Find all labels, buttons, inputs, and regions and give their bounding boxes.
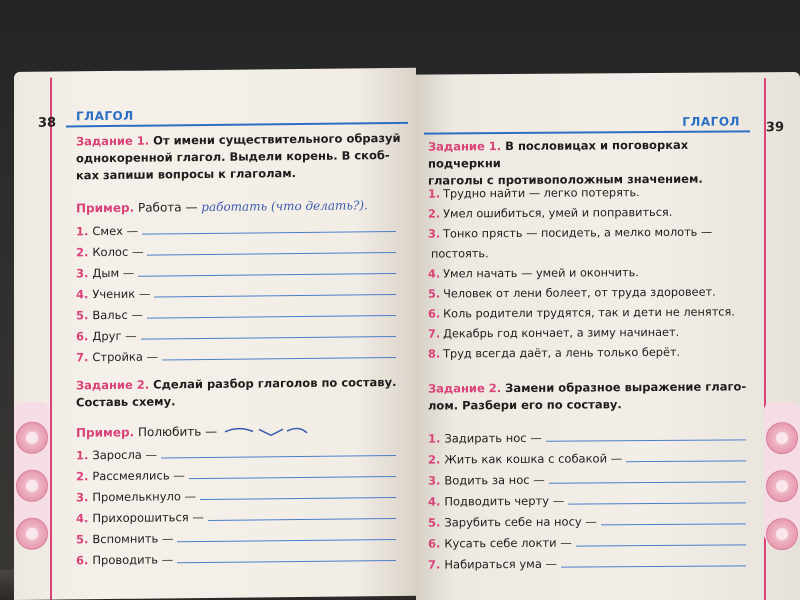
answer-line[interactable] bbox=[141, 336, 396, 340]
answer-line[interactable] bbox=[601, 523, 746, 525]
item-text: Вальс — bbox=[92, 307, 143, 323]
left-example2 bbox=[76, 423, 311, 441]
answer-line[interactable] bbox=[568, 502, 746, 504]
right-task1 bbox=[428, 136, 758, 189]
item-number: 2. bbox=[428, 452, 441, 467]
flower-icon bbox=[16, 470, 48, 502]
list-item[interactable] bbox=[428, 529, 746, 552]
answer-line[interactable] bbox=[161, 455, 396, 458]
task-text: Замени образное выражение глаго- bbox=[505, 379, 747, 396]
answer-line[interactable] bbox=[208, 518, 396, 521]
task-label: Задание 2. bbox=[428, 381, 502, 396]
item-number: 5. bbox=[76, 308, 89, 323]
item-text: Друг — bbox=[92, 328, 137, 344]
answer-line[interactable] bbox=[142, 231, 396, 235]
task-label: Задание 1. bbox=[428, 139, 502, 154]
left-items1-list bbox=[76, 216, 396, 366]
item-number: 7. bbox=[428, 327, 441, 341]
example-word: Полюбить — bbox=[137, 424, 218, 440]
proverb-text: постоять. bbox=[431, 247, 489, 261]
task-text: лом. Разбери его по составу. bbox=[428, 397, 622, 413]
answer-line[interactable] bbox=[549, 481, 746, 483]
proverb-text: Человек от лени болеет, от труда здоровеет. bbox=[443, 285, 716, 301]
list-item[interactable] bbox=[428, 424, 746, 447]
left-page bbox=[14, 68, 416, 600]
item-number: 4. bbox=[428, 267, 441, 281]
item-number: 1. bbox=[428, 431, 441, 446]
page-number-right: 39 bbox=[765, 120, 784, 136]
list-item[interactable] bbox=[428, 487, 746, 510]
item-number: 5. bbox=[428, 287, 441, 301]
example-word: Работа — bbox=[137, 200, 198, 215]
item-number: 6. bbox=[428, 307, 441, 321]
item-number: 1. bbox=[76, 448, 89, 463]
item-number: 1. bbox=[428, 187, 441, 201]
item-text: Набираться ума — bbox=[444, 556, 558, 572]
item-number: 2. bbox=[428, 207, 441, 221]
item-text: Ученик — bbox=[92, 286, 151, 302]
proverb-line bbox=[428, 322, 758, 344]
item-text: Заросла — bbox=[92, 447, 158, 463]
proverb-text: Труд всегда даёт, а лень только берёт. bbox=[443, 345, 681, 361]
item-text: Кусать себе локти — bbox=[444, 535, 572, 551]
task-label: Задание 1. bbox=[76, 133, 150, 149]
task-text: Сделай разбор глаголов по составу. bbox=[153, 374, 397, 392]
list-item[interactable] bbox=[428, 445, 746, 468]
item-number: 8. bbox=[428, 347, 441, 361]
answer-line[interactable] bbox=[154, 294, 396, 298]
answer-line[interactable] bbox=[576, 544, 746, 546]
answer-line[interactable] bbox=[147, 252, 396, 256]
item-text: Смех — bbox=[92, 223, 139, 239]
item-number: 2. bbox=[76, 469, 89, 484]
task-text: Составь схему. bbox=[76, 394, 176, 410]
right-task2 bbox=[428, 378, 758, 414]
item-number: 6. bbox=[428, 536, 441, 551]
answer-line[interactable] bbox=[189, 476, 396, 479]
right-page-header: ГЛАГОЛ bbox=[682, 114, 740, 129]
item-text: Жить как кошка с собакой — bbox=[444, 451, 623, 467]
proverb-line bbox=[428, 262, 758, 284]
task-text: В пословицах и поговорках подчеркни bbox=[428, 137, 689, 171]
item-text: Проводить — bbox=[92, 552, 174, 568]
item-text: Промелькнуло — bbox=[92, 489, 197, 505]
right-page bbox=[416, 72, 800, 600]
item-text: Рассмеялись — bbox=[92, 468, 185, 484]
item-text: Колос — bbox=[92, 244, 144, 260]
proverb-line bbox=[428, 342, 758, 364]
item-number: 3. bbox=[76, 266, 89, 281]
item-text: Прихорошиться — bbox=[92, 510, 204, 526]
answer-line[interactable] bbox=[162, 357, 396, 360]
page-number-left: 38 bbox=[38, 115, 57, 131]
item-text: Водить за нос — bbox=[444, 472, 545, 488]
proverb-line bbox=[428, 242, 758, 264]
left-task1 bbox=[76, 130, 416, 185]
proverb-line bbox=[428, 182, 758, 204]
example-label: Пример. bbox=[76, 200, 135, 216]
right-header-rule bbox=[424, 130, 750, 134]
answer-line[interactable] bbox=[200, 497, 396, 500]
item-number: 3. bbox=[428, 227, 441, 241]
item-number: 6. bbox=[76, 329, 89, 344]
flower-icon bbox=[16, 518, 48, 550]
proverb-line bbox=[428, 282, 758, 304]
proverb-text: Коль родители трудятся, так и дети не ленятся. bbox=[443, 305, 735, 321]
flower-icon bbox=[766, 422, 798, 454]
item-number: 7. bbox=[76, 350, 89, 365]
task-label: Задание 2. bbox=[76, 377, 150, 393]
task-text: От имени существительного образуй bbox=[153, 130, 401, 148]
answer-line[interactable] bbox=[177, 560, 396, 563]
item-text: Задирать нос — bbox=[444, 430, 542, 446]
answer-line[interactable] bbox=[147, 315, 396, 319]
item-number: 3. bbox=[428, 473, 441, 488]
task-text: глаголы с противоположным значением. bbox=[428, 171, 703, 188]
item-number: 7. bbox=[428, 557, 441, 572]
answer-line[interactable] bbox=[561, 565, 746, 567]
item-number: 1. bbox=[76, 224, 89, 239]
item-number: 4. bbox=[428, 494, 441, 509]
item-number: 4. bbox=[76, 511, 89, 526]
list-item[interactable] bbox=[428, 508, 746, 531]
proverbs-list bbox=[428, 182, 758, 364]
answer-line[interactable] bbox=[546, 439, 746, 441]
list-item[interactable] bbox=[76, 342, 396, 366]
answer-line[interactable] bbox=[626, 460, 746, 462]
item-text: Зарубить себе на носу — bbox=[444, 514, 597, 530]
item-number: 5. bbox=[76, 532, 89, 547]
list-item[interactable] bbox=[76, 545, 396, 569]
left-example1 bbox=[76, 198, 368, 215]
flower-icon bbox=[766, 518, 798, 550]
proverb-line bbox=[428, 202, 758, 224]
right-items2-list bbox=[428, 424, 746, 573]
answer-line[interactable] bbox=[177, 539, 396, 542]
list-item[interactable] bbox=[428, 466, 746, 489]
morpheme-scheme-drawing bbox=[221, 423, 311, 440]
task-text: однокоренной глагол. Выдели корень. В скоб- bbox=[76, 148, 390, 166]
proverb-line bbox=[428, 302, 758, 324]
left-items2-list bbox=[76, 440, 396, 569]
item-text: Дым — bbox=[92, 265, 135, 281]
flower-icon bbox=[766, 470, 798, 502]
item-number: 5. bbox=[428, 515, 441, 530]
list-item[interactable] bbox=[428, 550, 746, 573]
item-number: 4. bbox=[76, 287, 89, 302]
left-page-header: ГЛАГОЛ bbox=[76, 108, 134, 124]
proverb-text: Умел начать — умей и окончить. bbox=[443, 266, 639, 281]
item-number: 2. bbox=[76, 245, 89, 260]
example-label: Пример. bbox=[76, 425, 135, 440]
proverb-line bbox=[428, 222, 758, 244]
handwritten-answer: работать (что делать?). bbox=[201, 198, 368, 215]
proverb-text: Трудно найти — легко потерять. bbox=[443, 186, 640, 201]
item-text: Стройка — bbox=[92, 349, 159, 365]
proverb-text: Декабрь год кончает, а зиму начинает. bbox=[443, 325, 680, 341]
open-workbook bbox=[14, 72, 800, 600]
left-margin-line bbox=[50, 78, 52, 600]
task-text: ках запиши вопросы к глаголам. bbox=[76, 166, 297, 183]
proverb-text: Умел ошибиться, умей и поправиться. bbox=[443, 205, 673, 221]
item-text: Подводить черту — bbox=[444, 493, 565, 509]
flower-icon bbox=[16, 422, 48, 454]
left-task2 bbox=[76, 374, 416, 412]
proverb-text: Тонко прясть — посидеть, а мелко молоть — bbox=[443, 225, 713, 241]
item-number: 3. bbox=[76, 490, 89, 505]
item-number: 6. bbox=[76, 553, 89, 568]
answer-line[interactable] bbox=[138, 273, 396, 277]
item-text: Вспомнить — bbox=[92, 531, 174, 547]
